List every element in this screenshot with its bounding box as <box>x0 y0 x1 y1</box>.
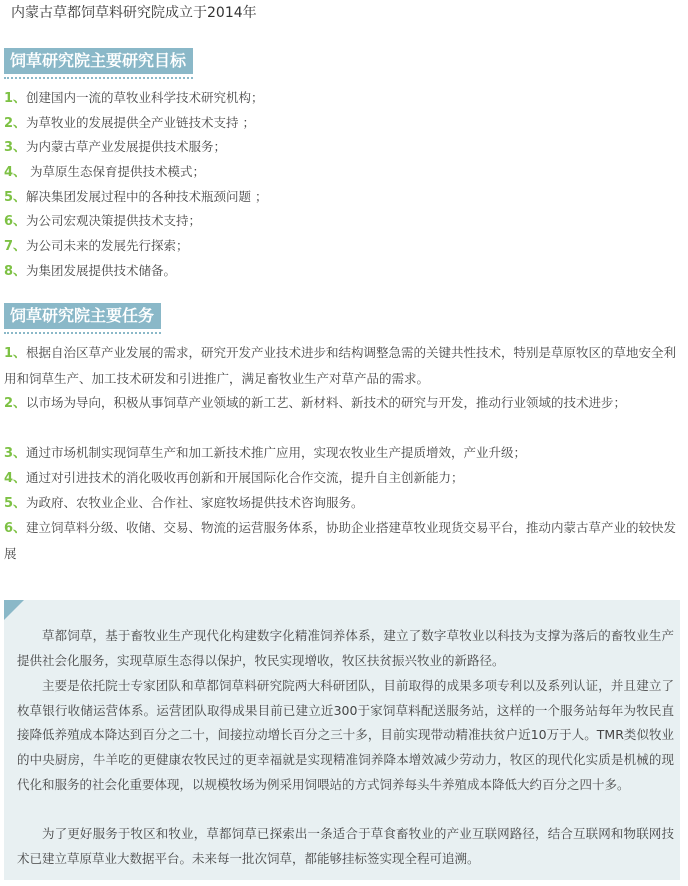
goals-list <box>4 86 268 284</box>
item-text: 以市场为导向，积极从事饲草产业领域的新工艺、新材料、新技术的研究与开发，推动行业领域的技术进步； <box>26 395 627 410</box>
item-number: 4、 <box>4 471 27 486</box>
item-number: 3、 <box>4 446 27 461</box>
item-number: 2、 <box>4 396 27 411</box>
item-number: 5、 <box>4 496 27 511</box>
list-item <box>4 390 682 440</box>
item-number: 7、 <box>4 239 27 255</box>
section-title-goals: 饲草研究院主要研究目标 <box>4 48 193 74</box>
list-item <box>4 111 268 136</box>
item-number: 1、 <box>4 91 27 106</box>
info-box <box>4 600 680 880</box>
section-title-tasks: 饲草研究院主要任务 <box>4 303 161 329</box>
list-item <box>4 185 268 210</box>
box-paragraph: 草都饲草，基于畜牧业生产现代化构建数字化精准饲养体系，建立了数字草牧业以科技为支撑为落后的畜牧业生产提供社会化服务，实现草原生态得以保护，牧民实现增收，牧区扶贫振兴牧业的新路径。 <box>17 628 674 668</box>
item-text: 解决集团发展过程中的各种技术瓶颈问题 ； <box>26 188 268 204</box>
item-text: 通过市场机制实现饲草生产和加工新技术推广应用，实现农牧业生产提质增效，产业升级； <box>26 445 527 460</box>
item-text: 为内蒙古草产业发展提供技术服务； <box>26 139 227 155</box>
list-item <box>4 209 268 234</box>
list-item <box>4 515 682 565</box>
item-text: 为公司宏观决策提供技术支持； <box>26 213 202 229</box>
list-item <box>4 440 682 465</box>
list-item <box>4 340 682 390</box>
item-text: 为集团发展提供技术储备。 <box>26 262 177 278</box>
item-number: 4、 <box>4 165 27 181</box>
item-text: 为草牧业的发展提供全产业链技术支持 ； <box>26 114 256 130</box>
item-text: 为草原生态保育提供技术模式； <box>26 164 206 180</box>
item-text: 为公司未来的发展先行探索； <box>26 238 189 254</box>
list-item <box>4 135 268 160</box>
box-paragraph: 主要是依托院士专家团队和草都饲草料研究院两大科研团队，目前取得的成果多项专利以及系列认证，并且建立了枚草银行收储运营体系。运营团队取得成果目前已建立近300于家饲草料配送服务站，这样的一个服务站每年为牧民直接降低养殖成本降达到百分之二十，间接拉动增长百分之三十多，目前实现带动精准扶贫户近10万于人。TMR类似牧业的中央厨房，牛羊吃的更健康农牧民过的更幸福就是实现精准饲养降本增效减少劳动力，牧区的现代化实质是机械的现代化和服务的社会化重要体现，以规模牧场为例采用饲喂站的方式饲养每头牛养殖成本降低大约百分之四十多。 <box>17 678 674 792</box>
item-number: 8、 <box>4 263 27 279</box>
item-number: 6、 <box>4 521 27 536</box>
item-number: 5、 <box>4 189 27 205</box>
item-text: 通过对引进技术的消化吸收再创新和开展国际化合作交流，提升自主创新能力； <box>26 470 464 485</box>
item-text: 根据自治区草产业发展的需求，研究开发产业技术进步和结构调整急需的关键共性技术，特别是草原牧区的草地安全利用和饲草生产、加工技术研发和引进推广，满足畜牧业生产对草产品的需求。 <box>4 345 677 386</box>
tasks-list <box>4 340 682 565</box>
list-item <box>4 465 682 490</box>
item-text: 创建国内一流的草牧业科学技术研究机构； <box>26 90 264 105</box>
intro-text: 内蒙古草都饲草料研究院成立于2014年 <box>11 5 257 21</box>
list-item <box>4 259 268 284</box>
list-item <box>4 490 682 515</box>
list-item <box>4 234 268 259</box>
list-item <box>4 86 268 111</box>
list-item <box>4 160 268 185</box>
item-text: 建立饲草料分级、收储、交易、物流的运营服务体系，协助企业搭建草牧业现货交易平台，推动内蒙古草产业的较快发展 <box>4 520 677 561</box>
item-text: 为政府、农牧业企业、合作社、家庭牧场提供技术咨询服务。 <box>26 495 364 510</box>
item-number: 1、 <box>4 346 27 361</box>
box-paragraph: 为了更好服务于牧区和牧业，草都饲草已探索出一条适合于草食畜牧业的产业互联网路径，结合互联网和物联网技术已建立草原草业大数据平台。未来每一批次饲草，都能够挂标签实现全程可追溯。 <box>17 826 674 866</box>
corner-triangle-icon <box>4 600 24 620</box>
item-number: 3、 <box>4 140 27 156</box>
item-number: 2、 <box>4 115 27 131</box>
item-number: 6、 <box>4 214 27 230</box>
